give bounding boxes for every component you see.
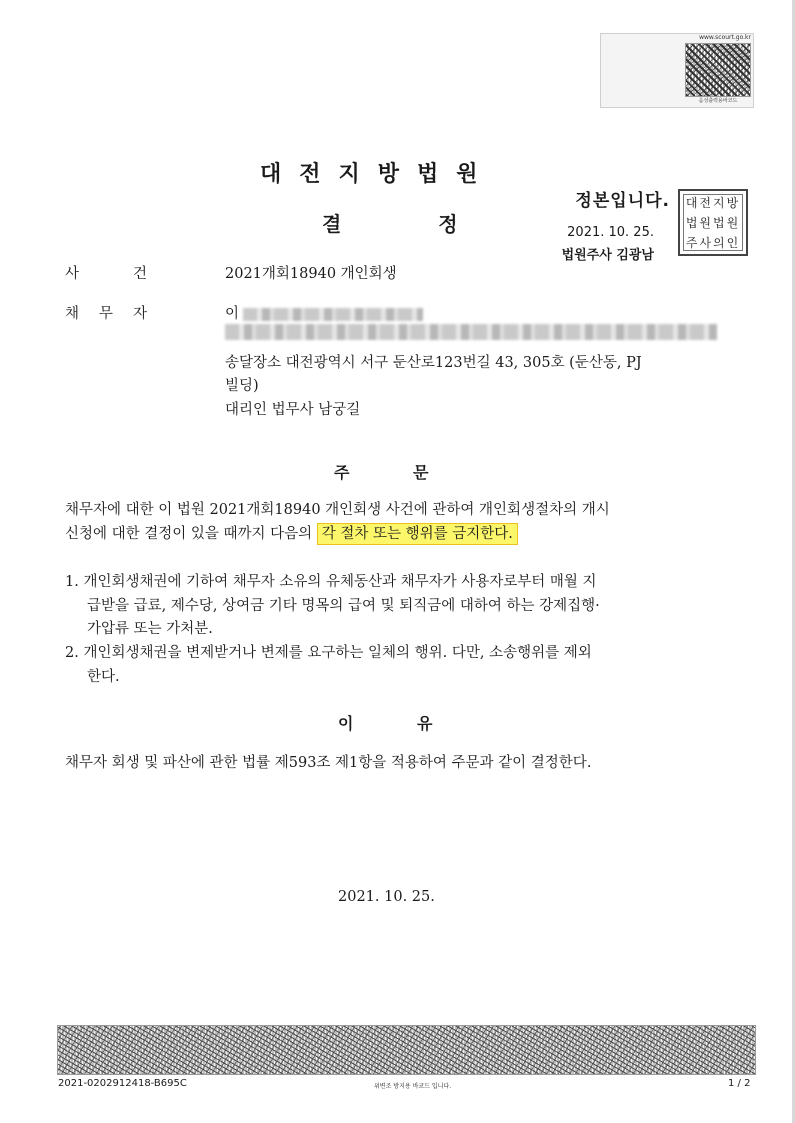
debtor-name-prefix: 이 — [225, 306, 240, 322]
order-line-2 — [65, 522, 518, 543]
delivery-address-cont: 빌딩) — [225, 378, 259, 394]
highlighted-prohibition: 각 절차 또는 행위를 금지한다. — [317, 523, 518, 545]
redacted-name — [243, 308, 423, 321]
item-1-line-3: 가압류 또는 가처분. — [87, 621, 213, 637]
item-2-line-2: 한다. — [87, 669, 120, 685]
decision-date: 2021. 10. 25. — [338, 889, 435, 905]
case-value: 2021개회18940 개인회생 — [225, 266, 397, 282]
reason-heading: 이 유 — [338, 714, 433, 733]
agent: 대리인 법무사 남궁길 — [225, 402, 361, 418]
barcode-url: www.scourt.go.kr — [699, 34, 751, 41]
debtor-name — [225, 302, 423, 323]
document-number: 2021-0202912418-B695C — [58, 1078, 187, 1089]
barcode-caption: 음성출력용바코드 — [698, 98, 738, 104]
certified-copy-block — [540, 186, 670, 263]
certified-date: 2021. 10. 25. — [567, 225, 654, 240]
qr-code-icon — [685, 43, 751, 97]
item-1-line-2: 급받을 급료, 제수당, 상여금 기타 명목의 급여 및 퇴직금에 대하여 하는 강제집행· — [87, 598, 600, 614]
court-seal-stamp — [678, 189, 748, 256]
delivery-address: 송달장소 대전광역시 서구 둔산로123번길 43, 305호 (둔산동, PJ — [225, 355, 642, 371]
debtor-label: 채무자 — [65, 306, 168, 322]
item-2-line-1: 2. 개인회생채권을 변제받거나 변제를 요구하는 일체의 행위. 다만, 소송행위를 제외 — [65, 645, 592, 661]
court-name: 대전지방법원 — [260, 162, 496, 187]
order-line-2-prefix: 신청에 대한 결정이 있을 때까지 다음의 — [65, 526, 313, 542]
seal-line-2: 법원법원 — [685, 215, 741, 230]
certified-title: 정본입니다. — [575, 191, 670, 211]
case-label: 사건 — [65, 266, 202, 282]
document-type: 결 정 — [322, 212, 458, 236]
order-heading: 주 문 — [334, 463, 429, 482]
barcode-note: 위변조 방지용 바코드 입니다. — [374, 1083, 452, 1090]
page-number: 1 / 2 — [728, 1078, 751, 1089]
order-line-1: 채무자에 대한 이 법원 2021개회18940 개인회생 사건에 관하여 개인회생절차의 개시 — [65, 502, 610, 518]
certified-clerk: 법원주사 김광남 — [561, 248, 654, 263]
anti-forgery-barcode — [57, 1025, 756, 1075]
seal-line-3: 주사의인 — [685, 235, 741, 250]
seal-inner — [683, 194, 743, 251]
redacted-address — [225, 324, 717, 340]
voice-barcode-box — [600, 33, 754, 108]
reason-text: 채무자 회생 및 파산에 관한 법률 제593조 제1항을 적용하여 주문과 같이 결정한다. — [65, 755, 592, 771]
seal-line-1: 대전지방 — [685, 195, 741, 210]
item-1-line-1: 1. 개인회생채권에 기하여 채무자 소유의 유체동산과 채무자가 사용자로부터 매월 지 — [65, 574, 597, 590]
